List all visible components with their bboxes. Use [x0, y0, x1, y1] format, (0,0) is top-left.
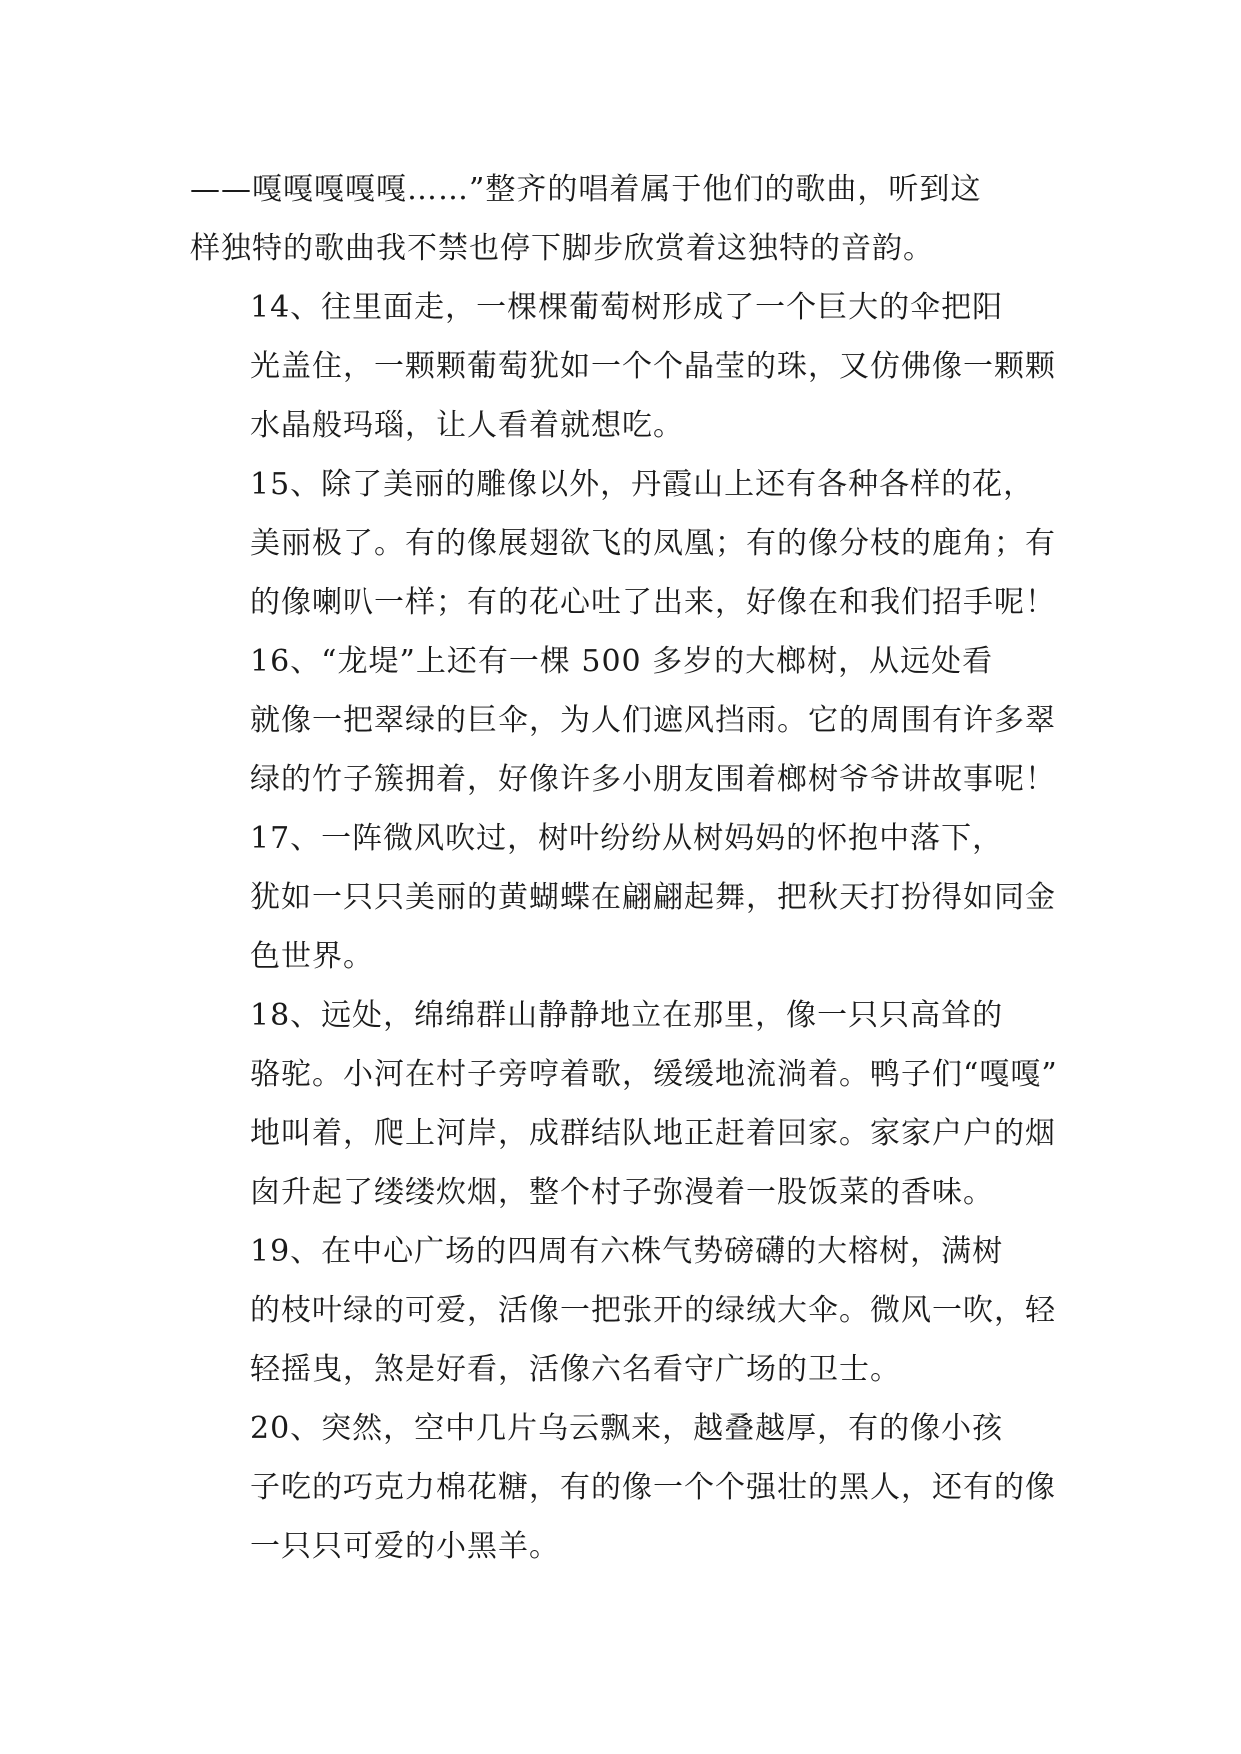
text-line: 20、突然，空中几片乌云飘来，越叠越厚，有的像小孩	[250, 1411, 1004, 1446]
text-line: 18、远处，绵绵群山静静地立在那里，像一只只高耸的	[250, 998, 1004, 1033]
text-line: 犹如一只只美丽的黄蝴蝶在翩翩起舞，把秋天打扮得如同金	[250, 880, 1056, 915]
paragraph-16	[190, 632, 1060, 809]
text-line: 光盖住，一颗颗葡萄犹如一个个晶莹的珠，又仿佛像一颗颗	[250, 349, 1056, 384]
text-line: 16、“龙堤”上还有一棵 500 多岁的大榔树，从远处看	[250, 644, 994, 679]
paragraph-15	[190, 455, 1060, 632]
document-body	[190, 160, 1060, 1576]
text-line: 地叫着，爬上河岸，成群结队地正赶着回家。家家户户的烟	[250, 1116, 1056, 1151]
paragraph-continuation	[190, 160, 1060, 278]
paragraph-14	[190, 278, 1060, 455]
text-line: 子吃的巧克力棉花糖，有的像一个个强壮的黑人，还有的像	[250, 1470, 1056, 1505]
text-line: 美丽极了。有的像展翅欲飞的凤凰；有的像分枝的鹿角；有	[250, 526, 1056, 561]
paragraph-19	[190, 1222, 1060, 1399]
text-line: 的像喇叭一样；有的花心吐了出来，好像在和我们招手呢！	[250, 585, 1056, 620]
text-line: 色世界。	[250, 939, 374, 974]
text-line: 一只只可爱的小黑羊。	[250, 1529, 560, 1564]
paragraph-20	[190, 1399, 1060, 1576]
text-line: 14、往里面走，一棵棵葡萄树形成了一个巨大的伞把阳	[250, 290, 1004, 325]
paragraph-18	[190, 986, 1060, 1222]
paragraph-17	[190, 809, 1060, 986]
text-line: 15、除了美丽的雕像以外，丹霞山上还有各种各样的花，	[250, 467, 1035, 502]
text-line: 的枝叶绿的可爱，活像一把张开的绿绒大伞。微风一吹，轻	[250, 1293, 1056, 1328]
text-line: ——嘎嘎嘎嘎嘎……”整齐的唱着属于他们的歌曲，听到这	[190, 172, 982, 207]
text-line: 17、一阵微风吹过，树叶纷纷从树妈妈的怀抱中落下，	[250, 821, 1004, 856]
text-line: 水晶般玛瑙，让人看着就想吃。	[250, 408, 684, 443]
text-line: 骆驼。小河在村子旁哼着歌，缓缓地流淌着。鸭子们“嘎嘎”	[250, 1057, 1058, 1092]
text-line: 19、在中心广场的四周有六株气势磅礴的大榕树，满树	[250, 1234, 1004, 1269]
text-line: 样独特的歌曲我不禁也停下脚步欣赏着这独特的音韵。	[190, 231, 934, 266]
text-line: 轻摇曳，煞是好看，活像六名看守广场的卫士。	[250, 1352, 901, 1387]
text-line: 就像一把翠绿的巨伞，为人们遮风挡雨。它的周围有许多翠	[250, 703, 1056, 738]
text-line: 囱升起了缕缕炊烟，整个村子弥漫着一股饭菜的香味。	[250, 1175, 994, 1210]
text-line: 绿的竹子簇拥着，好像许多小朋友围着榔树爷爷讲故事呢！	[250, 762, 1056, 797]
